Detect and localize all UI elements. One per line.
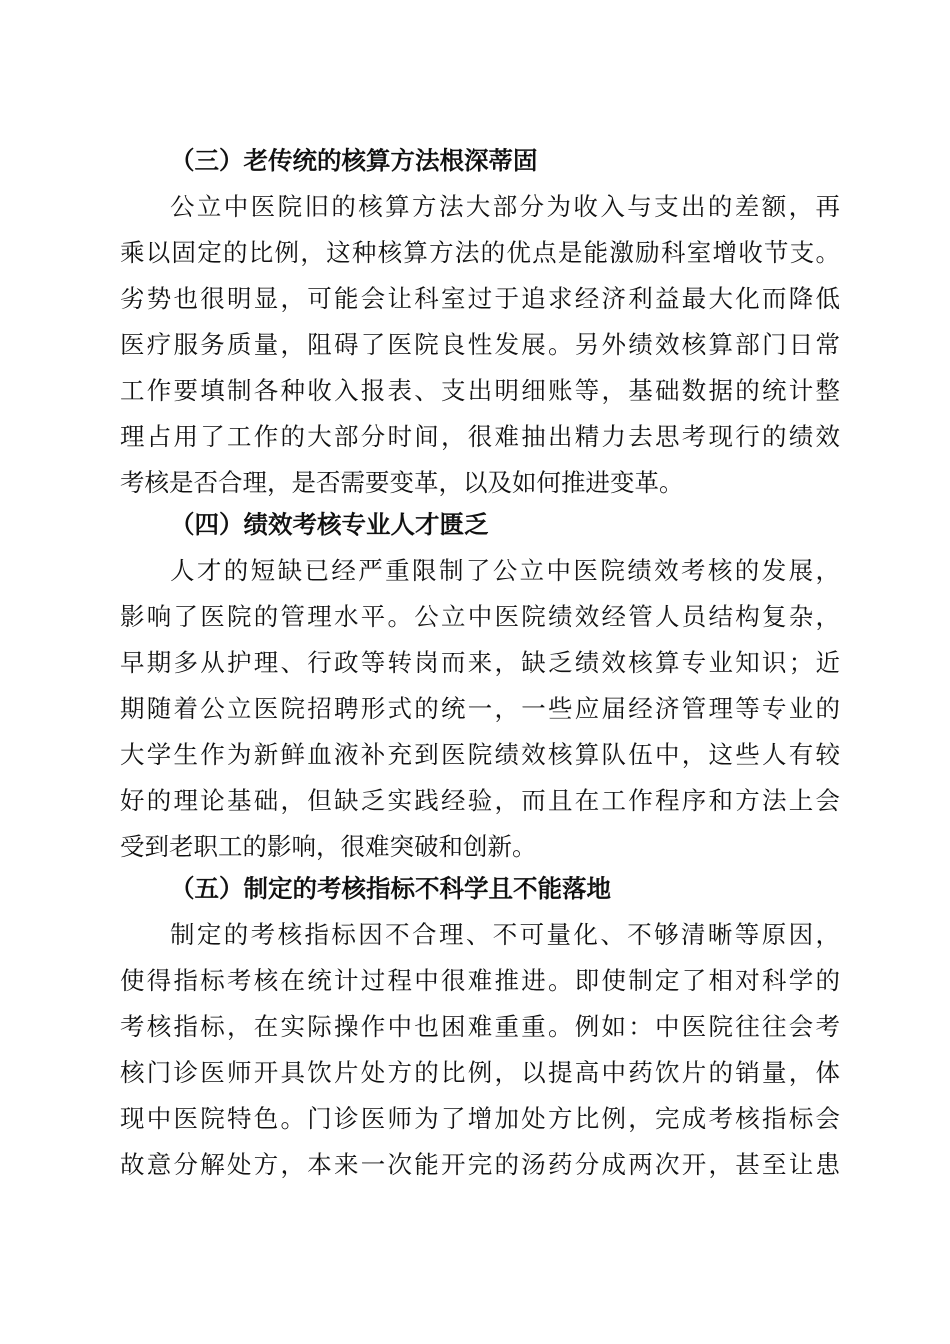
paragraph-line: 现中医院特色。门诊医师为了增加处方比例，完成考核指标会 [120, 1104, 840, 1133]
section-heading-3: （三）老传统的核算方法根深蒂固 [170, 146, 538, 175]
paragraph-line: 使得指标考核在统计过程中很难推进。即使制定了相对科学的 [120, 966, 840, 995]
paragraph-line: 人才的短缺已经严重限制了公立中医院绩效考核的发展， [170, 556, 840, 585]
paragraph-line: 好的理论基础，但缺乏实践经验，而且在工作程序和方法上会 [120, 786, 840, 815]
paragraph-line: 医疗服务质量，阻碍了医院良性发展。另外绩效核算部门日常 [120, 330, 840, 359]
paragraph-line: 故意分解处方，本来一次能开完的汤药分成两次开，甚至让患 [120, 1150, 840, 1179]
paragraph-line: 影响了医院的管理水平。公立中医院绩效经管人员结构复杂， [120, 602, 840, 631]
paragraph-line: 考核是否合理，是否需要变革，以及如何推进变革。 [120, 468, 684, 497]
paragraph-line: 制定的考核指标因不合理、不可量化、不够清晰等原因， [170, 920, 840, 949]
paragraph-line: 核门诊医师开具饮片处方的比例，以提高中药饮片的销量，体 [120, 1058, 840, 1087]
section-heading-4: （四）绩效考核专业人才匮乏 [170, 510, 489, 539]
paragraph-line: 理占用了工作的大部分时间，很难抽出精力去思考现行的绩效 [120, 422, 840, 451]
paragraph-line: 期随着公立医院招聘形式的统一，一些应届经济管理等专业的 [120, 694, 840, 723]
paragraph-line: 受到老职工的影响，很难突破和创新。 [120, 832, 537, 861]
paragraph-line: 劣势也很明显，可能会让科室过于追求经济利益最大化而降低 [120, 284, 840, 313]
paragraph-line: 工作要填制各种收入报表、支出明细账等，基础数据的统计整 [120, 376, 840, 405]
paragraph-line: 大学生作为新鲜血液补充到医院绩效核算队伍中，这些人有较 [120, 740, 840, 769]
paragraph-line: 公立中医院旧的核算方法大部分为收入与支出的差额，再 [170, 192, 840, 221]
paragraph-line: 乘以固定的比例，这种核算方法的优点是能激励科室增收节支。 [120, 238, 840, 267]
paragraph-line: 考核指标，在实际操作中也困难重重。例如：中医院往往会考 [120, 1012, 840, 1041]
paragraph-line: 早期多从护理、行政等转岗而来，缺乏绩效核算专业知识；近 [120, 648, 840, 677]
section-heading-5: （五）制定的考核指标不科学且不能落地 [170, 874, 611, 903]
